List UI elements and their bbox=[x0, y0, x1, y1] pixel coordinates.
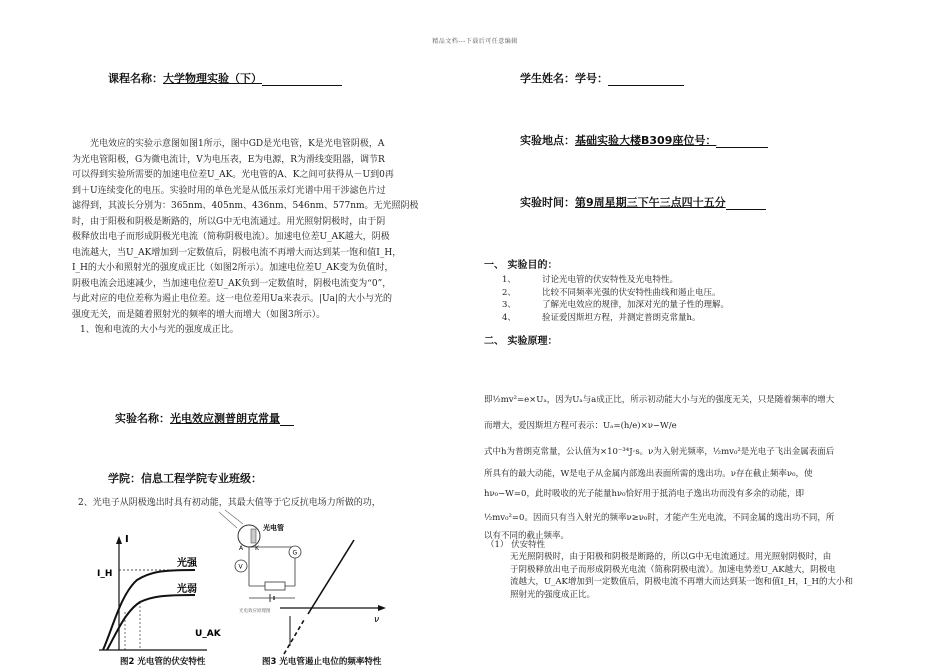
principle-line: hν₀−W=0，此时吸收的光子能量hν₀恰好用于抵消电子逸出功而没有多余的动能，即 bbox=[484, 489, 804, 499]
course-name-field bbox=[108, 70, 342, 86]
experiment-name-field bbox=[115, 410, 294, 426]
voltmeter-label: V bbox=[238, 563, 243, 571]
fig2-strong-curve bbox=[103, 570, 195, 650]
fig3-x-label: ν bbox=[374, 615, 380, 625]
iv-line: 流越大，U_AK增加到一定数值后，阴极电流不再增大而达到某一饱和值I_H，I_H的大小和 bbox=[510, 577, 853, 587]
fig2-strong-label: 光强 bbox=[177, 558, 197, 569]
circuit-caption: 光电效应原理图 bbox=[239, 609, 271, 614]
principle-line: 以有不同的截止频率。 bbox=[484, 531, 570, 541]
experiment-label: 实验名称： bbox=[115, 412, 170, 425]
time-label: 实验时间： bbox=[520, 196, 575, 209]
college-field bbox=[108, 470, 262, 486]
tube-label: 光电管 bbox=[263, 524, 284, 532]
purpose-item: 1、 讨论光电管的伏安特性及光电特性。 bbox=[502, 275, 679, 285]
intro-line: 光电效应的实验示意图如图1所示，图中GD是光电管，K是光电管阴极，A bbox=[90, 139, 385, 149]
purpose-list bbox=[502, 274, 729, 324]
student-label: 学生姓名：学号： bbox=[520, 72, 608, 85]
purpose-item: 4、 验证爱因斯坦方程，并测定普朗克常量h。 bbox=[502, 312, 701, 323]
principle-line: 而增大，爱因斯坦方程可表示：Uₐ=(h/e)×ν−W/e bbox=[484, 421, 677, 431]
intro-line: 可以得到实验所需要的加速电位差U_AK。光电管的A、K之间可获得从－U到0再 bbox=[72, 170, 394, 180]
subsection-iv: （1） 伏安特性 bbox=[486, 540, 546, 550]
purpose-title: 一、 实验目的： bbox=[484, 260, 558, 271]
intro-line: 与此对应的电位差称为遏止电位差。这一电位差用Ua来表示。|Ua|的大小与光的 bbox=[72, 294, 392, 304]
principle-line: 式中h为普朗克常量，公认值为×10⁻³⁴J·s。ν为入射光频率，½mv₀²是光电子飞出金属表面后 bbox=[484, 447, 835, 457]
intro-line: 为光电管阳极，G为微电流计，V为电压表，E为电源，R为滑线变阻器，调节R bbox=[72, 154, 385, 165]
time-value: 第9周星期三下午三点四十五分 bbox=[575, 196, 726, 209]
fig3-extrapolation bbox=[284, 620, 304, 654]
point-2: 2、光电子从阴极逸出时具有初动能，其最大值等于它反抗电场力所做的功， bbox=[78, 498, 381, 508]
iv-line: 照射光的强度成正比。 bbox=[510, 589, 596, 600]
anode-label: A bbox=[239, 545, 244, 552]
purpose-item: 3、 了解光电效应的规律，加深对光的量子性的理解。 bbox=[502, 300, 730, 310]
course-label: 课程名称： bbox=[108, 72, 163, 85]
college-value: 信息工程学院专业班级： bbox=[141, 472, 262, 485]
fig2-y-label: I bbox=[125, 534, 129, 545]
fig2-weak-label: 光弱 bbox=[177, 584, 197, 595]
principle-text bbox=[484, 393, 884, 543]
intro-line: 时，由于阳极和阴极是断路的，所以G中无电流通过。用光照射阴极时，由于阴 bbox=[72, 216, 386, 227]
student-blank bbox=[608, 75, 684, 86]
principle-line: 即½mv²=e×Uₐ，因为Uₐ与a成正比，所示初动能大小与光的强度无关，只是随着频率的增大 bbox=[484, 395, 835, 405]
principle-line: 所具有的最大动能，W是电子从金属内部逸出表面所需的逸出功。ν存在截止频率ν₀，使 bbox=[484, 469, 813, 479]
experiment-value: 光电效应测普朗克常量 bbox=[170, 412, 280, 425]
galvanometer-label: G bbox=[292, 549, 298, 557]
iv-line: 无光照阴极时，由于阳极和阴极是断路的，所以G中无电流通过。用光照射阴极时，由 bbox=[510, 552, 832, 562]
experiment-blank bbox=[280, 415, 294, 426]
fig2-iv-chart bbox=[95, 532, 221, 662]
fig3-chart bbox=[270, 536, 390, 661]
intro-line: I_H的大小和照射光的强度成正比（如图2所示）。加速电位差U_AK变为负值时， bbox=[72, 263, 394, 273]
subsection-iv-text bbox=[510, 551, 890, 601]
intro-line: 强度无关，而是随着照射光的频率的增大而增大（如图3所示）。 bbox=[72, 309, 326, 320]
fig2-weak-curve bbox=[107, 595, 195, 650]
light-ray-2 bbox=[225, 510, 243, 524]
fig3-caption: 图3 光电管遏止电位的频率特性 bbox=[262, 657, 382, 667]
college-label: 学院： bbox=[108, 472, 141, 485]
student-field bbox=[520, 70, 684, 86]
principle-title: 二、 实验原理： bbox=[484, 336, 558, 347]
fig3-x-arrow bbox=[378, 605, 386, 611]
location-blank bbox=[716, 137, 768, 148]
location-value: 基础实验大楼B309座位号： bbox=[575, 134, 717, 147]
intro-line: 阴极电流会迅速减少，当加速电位差U_AK负到一定数值时，阴极电流变为“0”， bbox=[72, 278, 392, 289]
cathode-label: K bbox=[255, 545, 259, 552]
intro-paragraph bbox=[72, 137, 422, 339]
time-field bbox=[520, 194, 766, 210]
page-header: 精品文档---下载后可任意编辑 bbox=[432, 38, 518, 45]
fig2-ih-label: I_H bbox=[97, 569, 113, 579]
iv-line: 于阴极释放出电子而形成阴极光电流（简称阴极电流）。加速电势差U_AK越大，阴极电 bbox=[510, 564, 836, 575]
purpose-item: 2、 比较不同频率光强的伏安特性曲线和遏止电压。 bbox=[502, 287, 721, 298]
principle-line: ½mv₀²=0。因而只有当入射光的频率ν≥ν₀时，才能产生光电流，不同金属的逸出功不同，所 bbox=[484, 513, 835, 523]
course-blank bbox=[262, 75, 342, 86]
fig2-caption: 图2 光电管的伏安特性 bbox=[120, 657, 206, 667]
fig3-line bbox=[308, 540, 354, 614]
intro-line: 电流越大，当U_AK增加到一定数值后，阴极电流不再增大而达到某一饱和值I_H， bbox=[72, 247, 402, 258]
location-field bbox=[520, 132, 768, 148]
point-1: 1、饱和电流的大小与光的强度成正比。 bbox=[80, 325, 239, 335]
photo-tube bbox=[238, 525, 260, 547]
course-value: 大学物理实验（下） bbox=[163, 72, 262, 85]
intro-line: 极释放出电子而形成阴极光电流（简称阴极电流）。加速电位差U_AK越大，阴极 bbox=[72, 232, 390, 242]
fig2-y-arrow bbox=[116, 536, 122, 544]
time-blank bbox=[726, 199, 766, 210]
intro-line: 到＋U连续变化的电压。实验时用的单色光是从低压汞灯光谱中用干涉滤色片过 bbox=[72, 185, 386, 196]
intro-line: 滤得到，其波长分别为：365nm、405nm、436nm、546nm、577nm。无光照阴极 bbox=[72, 201, 419, 211]
location-label: 实验地点： bbox=[520, 134, 575, 147]
light-ray-1 bbox=[219, 512, 237, 528]
tube-cathode bbox=[251, 529, 256, 543]
fig2-x-label: U_AK bbox=[195, 629, 221, 639]
